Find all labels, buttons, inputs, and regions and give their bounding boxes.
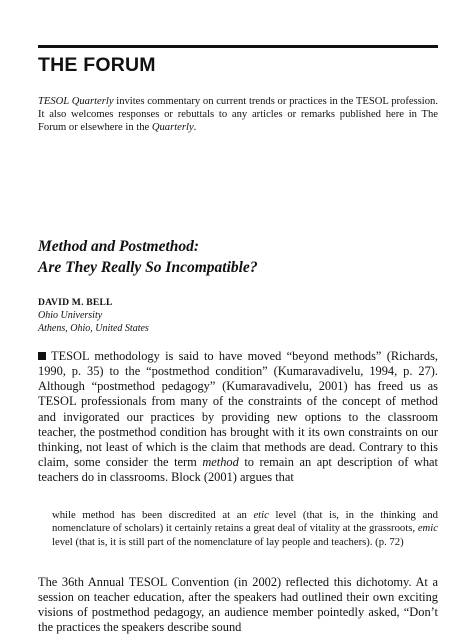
quarterly-name: Quarterly	[151, 122, 194, 134]
quote-text-c: level (that is, it is still part of the nomenclature of lay people and teachers). (p. 72)	[52, 535, 404, 548]
author-location: Athens, Ohio, United States	[38, 322, 149, 334]
paragraph-1-term: method	[202, 455, 239, 470]
paragraph-2: The 36th Annual TESOL Convention (in 2002) reflected this dichotomy. At a session on teacher education, after the speakers had outlined their own exciting visions of postmethod pedagogy, an audience member pointedly asked, “Don’t the practices the speakers describe sound	[38, 575, 438, 635]
article-title	[38, 236, 258, 278]
intro-text-1: invites commentary on current trends or practices in the TESOL profession. It also welcomes responses or rebuttals to any articles or remarks published here in The Forum or elsewhere in the	[38, 96, 438, 134]
author-institution: Ohio University	[38, 310, 103, 321]
article-title-line-2: Are They Really So Incompatible?	[38, 259, 258, 276]
section-title: THE FORUM	[38, 54, 156, 76]
document-page	[38, 0, 438, 635]
intro-text-2: .	[193, 122, 197, 134]
block-quote	[52, 509, 438, 549]
section-rule	[38, 45, 438, 48]
article-title-line-1: Method and Postmethod:	[38, 238, 200, 255]
journal-name: TESOL Quarterly	[38, 96, 114, 107]
quote-emic: emic	[417, 522, 438, 535]
paragraph-1	[38, 349, 438, 485]
author-affiliation	[38, 310, 149, 335]
quote-text-b: level (that is, in the thinking and nomenclature of scholars) it certainly retains a great deal of vitality at the grassroots,	[52, 509, 438, 535]
quote-etic: etic	[253, 509, 269, 521]
paragraph-1-text-a: TESOL methodology is said to have moved “beyond methods” (Richards, 1990, p. 35) to the “postmethod condition” (Kumaravadivelu, 1994, p. 27). Although “postmethod pedagogy” (Kumaravadivelu, 2001) has freed us as TESOL professionals from many of the constraints of the concept of method and invigorated our practices by providing new options to the classroom teacher, the postmethod condition has brought with it its own constraints on our thinking, not least of which is the claim that methods are dead. Contrary to this claim, some consider the term	[38, 349, 438, 470]
section-start-bullet-icon	[38, 352, 46, 360]
author-name: DAVID M. BELL	[38, 297, 113, 308]
forum-intro	[38, 95, 438, 135]
paragraph-1-text-b: to remain an apt description of what teachers do in classrooms. Block (2001) argues that	[38, 455, 438, 485]
quote-text-a: while method has been discredited at an	[52, 509, 254, 521]
